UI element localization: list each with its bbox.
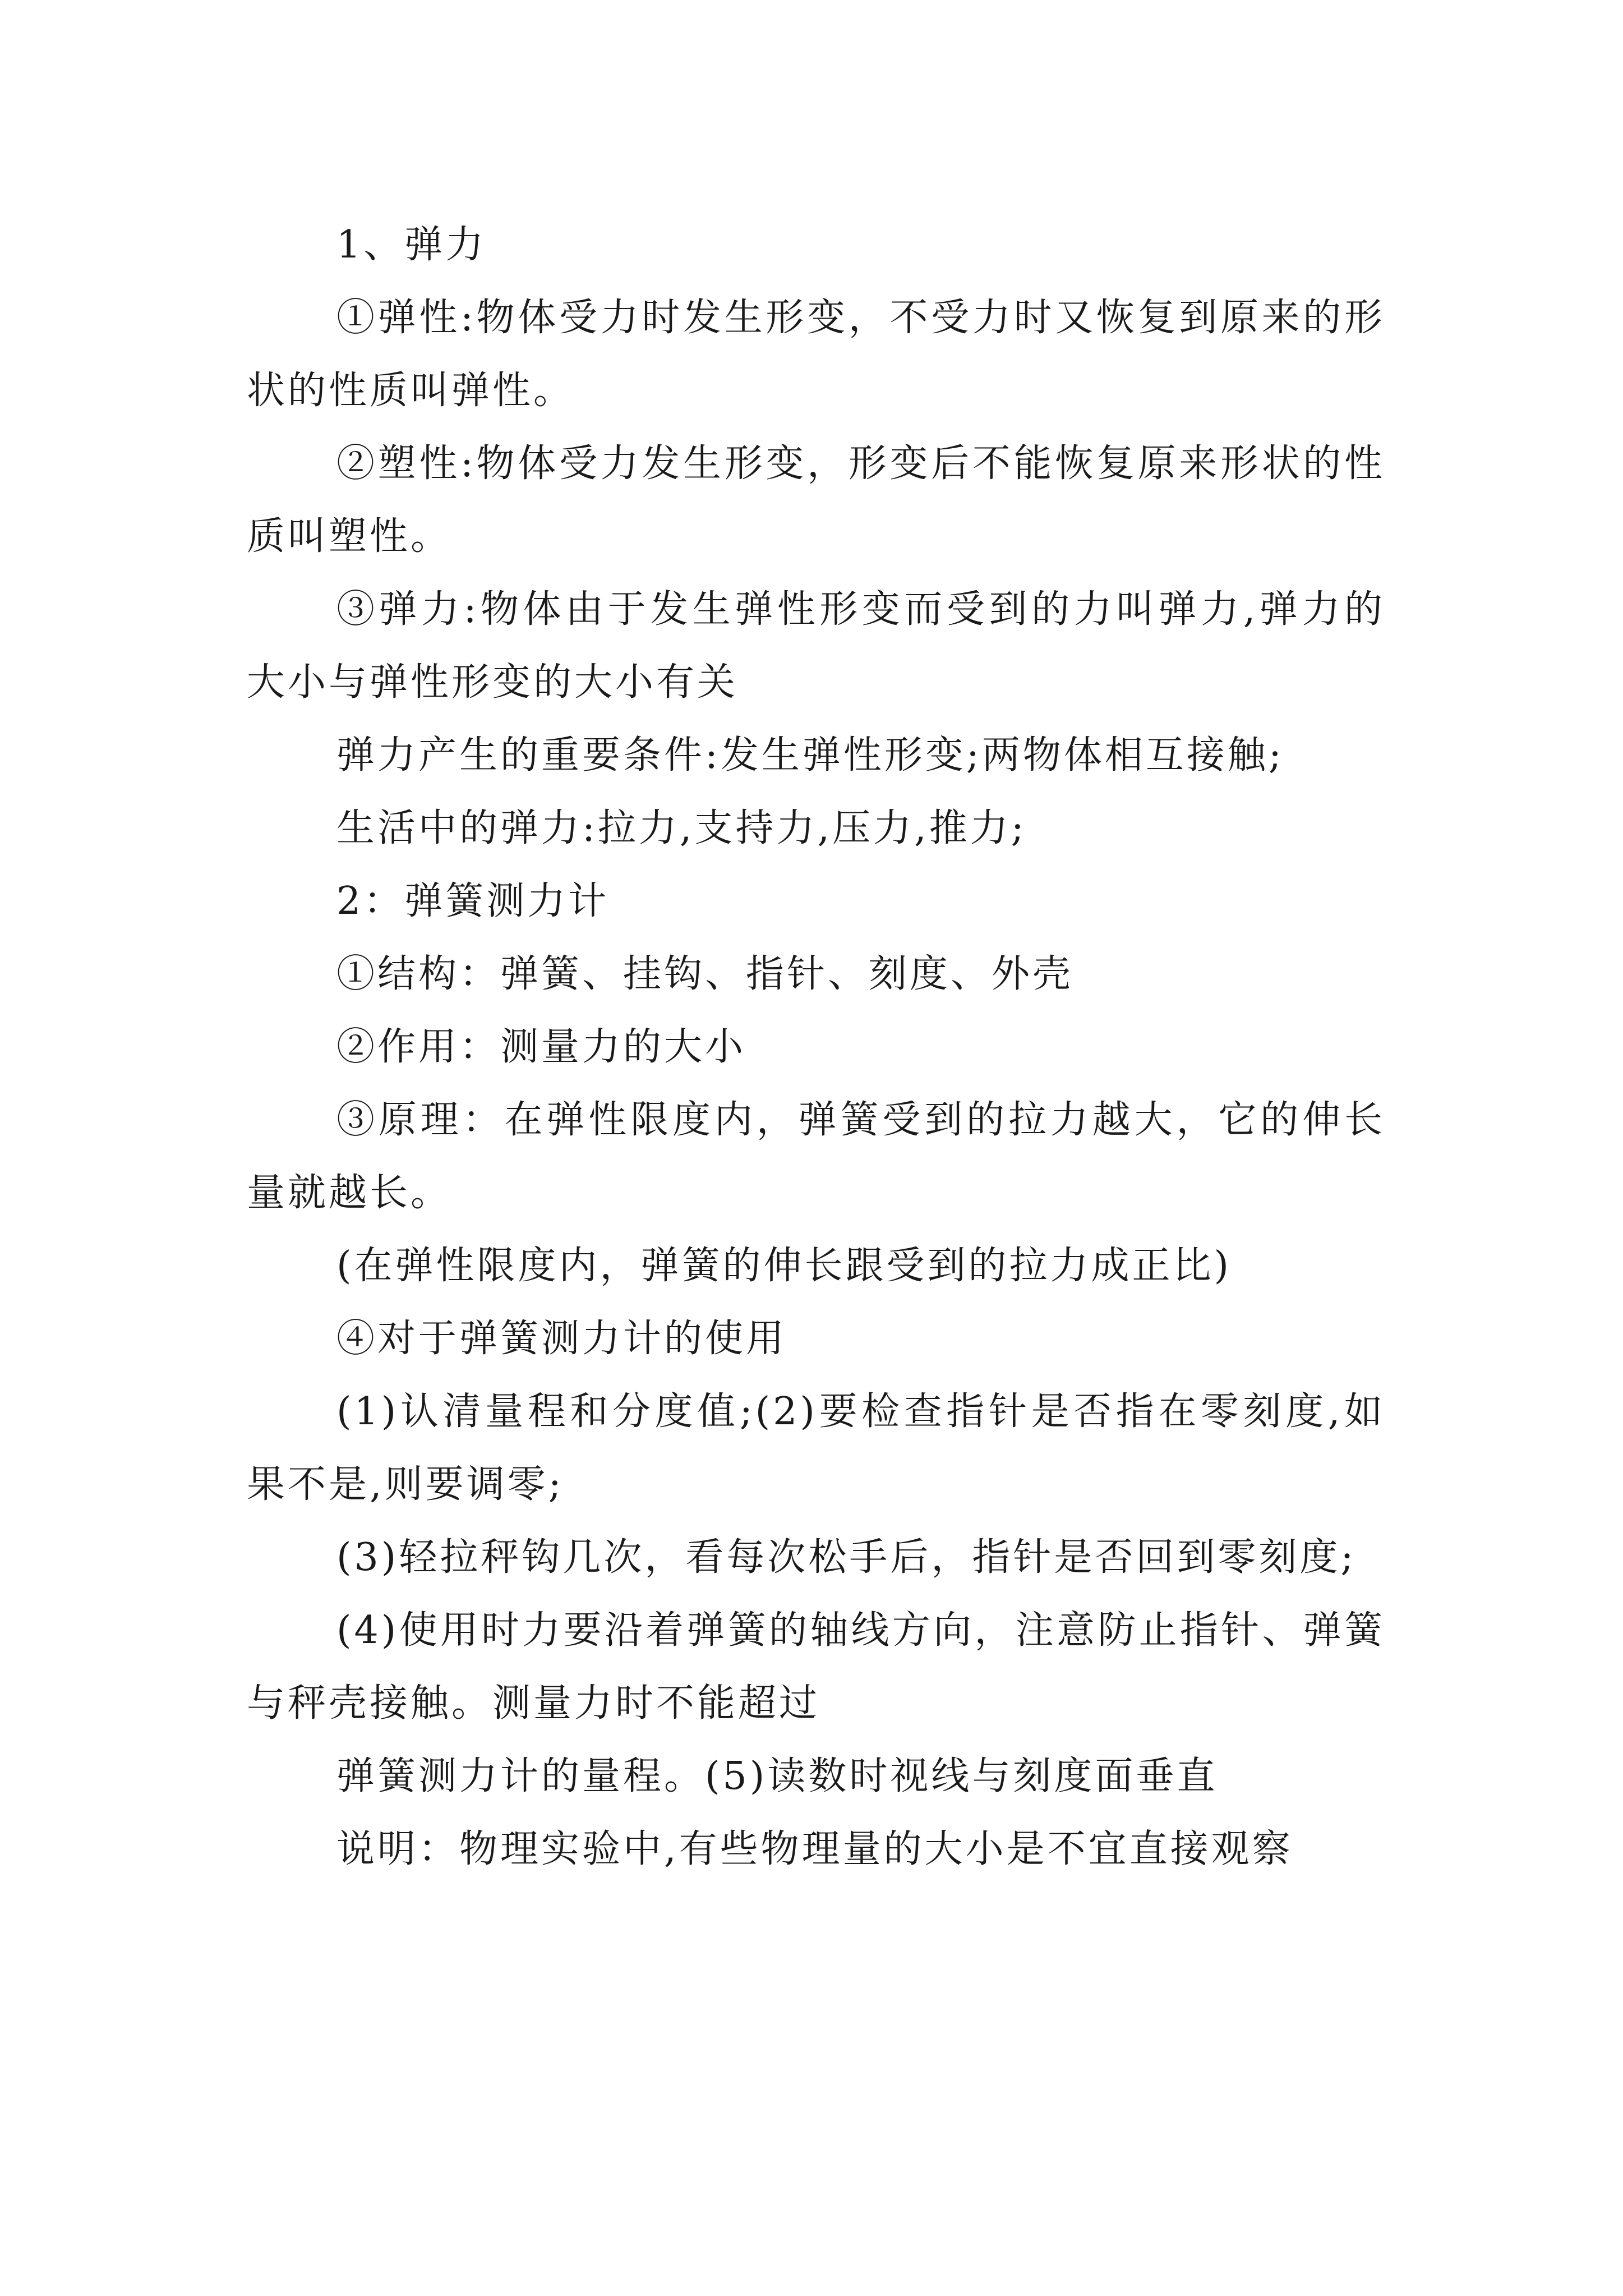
paragraph-heading-elasticity: 1、弹力 bbox=[336, 223, 487, 267]
paragraph-elastic-force-conditions: 弹力产生的重要条件:发生弹性形变;两物体相互接触; bbox=[336, 733, 1284, 777]
paragraph-usage-step-3: (3)轻拉秤钩几次，看每次松手后，指针是否回到零刻度; bbox=[336, 1535, 1357, 1580]
paragraph-usage-step-1-2: (1)认清量程和分度值;(2)要检查指针是否指在零刻度,如果不是,则要调零; bbox=[247, 1389, 1385, 1507]
paragraph-heading-spring-scale: 2：弹簧测力计 bbox=[336, 879, 610, 923]
paragraph-elastic-force-examples: 生活中的弹力:拉力,支持力,压力,推力; bbox=[336, 806, 1027, 850]
paragraph-note: 说明：物理实验中,有些物理量的大小是不宜直接观察 bbox=[336, 1827, 1293, 1871]
paragraph-spring-scale-proportion: (在弹性限度内，弹簧的伸长跟受到的拉力成正比) bbox=[336, 1244, 1232, 1288]
paragraph-plasticity-definition: ②塑性:物体受力发生形变，形变后不能恢复原来形状的性质叫塑性。 bbox=[247, 441, 1385, 559]
paragraph-spring-scale-principle: ③原理：在弹性限度内，弹簧受到的拉力越大，它的伸长量就越长。 bbox=[247, 1098, 1385, 1215]
paragraph-elastic-force-definition: ③弹力:物体由于发生弹性形变而受到的力叫弹力,弹力的大小与弹性形变的大小有关 bbox=[247, 587, 1385, 705]
paragraph-spring-scale-usage-heading: ④对于弹簧测力计的使用 bbox=[336, 1317, 787, 1361]
paragraph-spring-scale-function: ②作用：测量力的大小 bbox=[336, 1025, 746, 1069]
paragraph-usage-step-4: (4)使用时力要沿着弹簧的轴线方向，注意防止指针、弹簧与秤壳接触。测量力时不能超过 bbox=[247, 1608, 1385, 1726]
document-body bbox=[247, 209, 1385, 1886]
paragraph-usage-step-5: 弹簧测力计的量程。(5)读数时视线与刻度面垂直 bbox=[336, 1754, 1218, 1798]
paragraph-spring-scale-structure: ①结构：弹簧、挂钩、指针、刻度、外壳 bbox=[336, 952, 1074, 996]
paragraph-elasticity-definition: ①弹性:物体受力时发生形变，不受力时又恢复到原来的形状的性质叫弹性。 bbox=[247, 296, 1385, 413]
